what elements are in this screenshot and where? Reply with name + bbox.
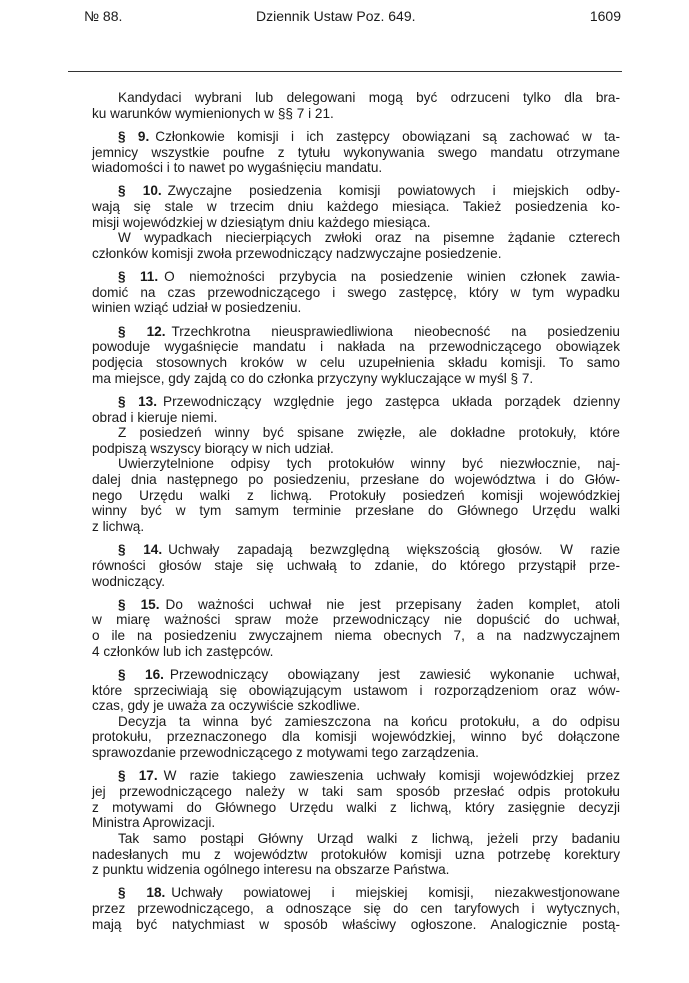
line-text: podpiszą wszyscy biorący w nich udział.	[92, 440, 334, 456]
text-line	[92, 324, 620, 340]
section	[92, 542, 620, 589]
text-line	[92, 394, 620, 410]
text-line	[92, 574, 620, 590]
text-line	[92, 145, 620, 161]
section	[92, 269, 620, 316]
paragraph	[92, 129, 620, 176]
text-line	[92, 199, 620, 215]
paragraph	[92, 831, 620, 878]
line-text: O niemożności przybycia na posiedzenie winien członek zawia-	[164, 269, 620, 285]
line-text: powoduje wygaśnięcie mandatu i nakłada na przewodniczącego obowiązek	[92, 339, 620, 355]
line-text: misji wojewódzkiej w dziesiątym dniu każdego miesiąca.	[92, 214, 431, 230]
paragraph	[92, 768, 620, 831]
paragraph	[92, 597, 620, 660]
text-line	[92, 558, 620, 574]
line-text: W wypadkach niecierpiących zwłoki oraz na pisemne żądanie czterech	[118, 230, 620, 246]
text-line	[92, 800, 620, 816]
line-text: Kandydaci wybrani lub delegowani mogą być odrzuceni tylko dla bra-	[118, 90, 620, 105]
issue-number: № 88.	[84, 8, 123, 24]
section	[92, 129, 620, 176]
paragraph	[92, 456, 620, 534]
text-line	[92, 215, 620, 231]
text-line	[92, 488, 620, 504]
section	[92, 667, 620, 761]
text-line	[92, 90, 620, 106]
text-line	[92, 831, 620, 847]
text-line	[92, 300, 620, 316]
line-text: członków komisji zwoła przewodniczący nadzwyczajne posiedzenie.	[92, 245, 502, 261]
text-line	[92, 246, 620, 262]
line-text: nego Urzędu walki z lichwą. Protokuły posiedzeń komisji wojewódzkiej	[92, 487, 620, 503]
line-text: Trzechkrotna nieusprawiedliwiona nieobecność na posiedzeniu	[171, 323, 620, 339]
text-line	[92, 597, 620, 613]
line-text: W razie takiego zawieszenia uchwały komisji wojewódzkiej przez	[163, 768, 620, 784]
paragraph	[92, 885, 620, 932]
text-line	[92, 628, 620, 644]
line-text: o ile na posiedzeniu zwyczajnem niema obecnych 7, a na nadzwyczajnem	[92, 628, 620, 644]
text-line	[92, 410, 620, 426]
text-line	[92, 745, 620, 761]
text-line	[92, 612, 620, 628]
section-number: § 13.	[118, 393, 158, 409]
text-line	[92, 339, 620, 355]
line-text: z lichwą.	[92, 518, 145, 534]
line-text: protokułu, przeznaczonego dla komisji wojewódzkiej, winno być dołączone	[92, 729, 620, 745]
line-text: nadesłanych mu z województw protokułów komisji uzna potrzebę korektury	[92, 846, 620, 862]
section-number: § 9.	[118, 128, 150, 144]
paragraph	[92, 230, 620, 261]
header-rule	[68, 71, 622, 72]
text-line	[92, 183, 620, 199]
paragraph	[92, 324, 620, 387]
running-header	[84, 8, 621, 28]
line-text: ma miejsce, gdy zajdą co do członka przyczyny wykluczające w myśl § 7.	[92, 370, 534, 386]
line-text: Przewodniczący obowiązany jest zawiesić wykonanie uchwał,	[169, 666, 620, 682]
page-number: 1609	[589, 8, 621, 24]
text-line	[92, 456, 620, 472]
text-line	[92, 230, 620, 246]
section	[92, 597, 620, 660]
line-text: przez przewodniczącego, a odnoszące się do cen taryfowych i wytycznych,	[92, 901, 620, 917]
line-text: Członkowie komisji i ich zastępcy obowiązani są zachować w ta-	[155, 128, 620, 144]
line-text: wają się stale w trzecim dniu każdego miesiąca. Takież posiedzenia ko-	[92, 199, 620, 215]
paragraph	[92, 714, 620, 761]
section-number: § 11.	[118, 269, 159, 285]
line-text: które sprzeciwiają się obowiązującym ustawom i rozporządzeniom oraz wów-	[92, 682, 620, 698]
line-text: Uchwały zapadają bezwzględną większością głosów. W razie	[168, 542, 621, 558]
section-number: § 10.	[118, 183, 162, 199]
line-text: Zwyczajne posiedzenia komisji powiatowych i miejskich odby-	[167, 183, 620, 199]
text-line	[92, 519, 620, 535]
line-text: obrad i kieruje niemi.	[92, 409, 218, 425]
line-text: jemnicy wszystkie poufne z tytułu wykonywania swego mandatu otrzymane	[92, 144, 620, 160]
line-text: mają być natychmiast w sposób właściwy ogłoszone. Analogicznie postą-	[92, 916, 620, 932]
line-text: jej przewodniczącego należy w taki sam sposób przesłać odpis protokułu	[92, 783, 620, 799]
section-number: § 17.	[118, 768, 158, 784]
line-text: Przewodniczący względnie jego zastępca układa porządek dzienny	[163, 393, 621, 409]
text-line	[92, 698, 620, 714]
line-text: wodniczący.	[92, 573, 166, 589]
text-line	[92, 160, 620, 176]
line-text: sprawozdanie przewodniczącego z motywami tego zarządzenia.	[92, 745, 479, 761]
paragraph	[92, 394, 620, 425]
text-line	[92, 503, 620, 519]
paragraph	[92, 425, 620, 456]
line-text: równości głosów staje się uchwałą to zdanie, do którego przystąpił prze-	[92, 557, 620, 573]
document-body	[92, 90, 620, 932]
paragraph	[92, 269, 620, 316]
text-line	[92, 885, 620, 901]
section-number: § 15.	[118, 596, 160, 612]
section	[92, 183, 620, 261]
line-text: ku warunków wymienionych w §§ 7 i 21.	[92, 105, 334, 121]
line-text: Do ważności uchwał nie jest przepisany żaden komplet, atoli	[165, 596, 621, 612]
text-line	[92, 917, 620, 933]
text-line	[92, 441, 620, 457]
text-line	[92, 667, 620, 683]
line-text: dalej dnia następnego po posiedzeniu, przesłane do województwa i do Głów-	[92, 472, 620, 488]
line-text: w miarę ważności spraw może przewodniczący nie dopuścić do uchwał,	[92, 612, 620, 628]
text-line	[92, 729, 620, 745]
text-line	[92, 901, 620, 917]
line-text: domić na czas przewodniczącego i swego zastępcę, który w tym wypadku	[92, 284, 620, 300]
paragraph	[92, 667, 620, 714]
text-line	[92, 129, 620, 145]
line-text: Uwierzytelnione odpisy tych protokułów winny być niezwłocznie, naj-	[118, 456, 620, 472]
text-line	[92, 542, 620, 558]
line-text: winny być w tym samym terminie przesłane do Głównego Urzędu walki	[92, 503, 620, 519]
text-line	[92, 644, 620, 660]
text-line	[92, 768, 620, 784]
text-line	[92, 269, 620, 285]
line-text: Tak samo postąpi Główny Urząd walki z lichwą, jeżeli przy badaniu	[118, 830, 620, 846]
line-text: 4 członków lub ich zastępców.	[92, 643, 274, 659]
section-number: § 12.	[118, 323, 166, 339]
section-number: § 14.	[118, 542, 163, 558]
section	[92, 768, 620, 877]
section	[92, 394, 620, 535]
text-line	[92, 355, 620, 371]
line-text: podjęcia stosownych kroków w celu uzupełnienia składu komisji. To samo	[92, 354, 620, 370]
text-line	[92, 847, 620, 863]
line-text: z punktu widzenia ogólnego interesu na obszarze Państwa.	[92, 862, 450, 878]
paragraph	[92, 183, 620, 230]
text-line	[92, 714, 620, 730]
line-text: Uchwały powiatowej i miejskiej komisji, niezakwestjonowane	[171, 885, 620, 901]
line-text: Decyzja ta winna być zamieszczona na końcu protokułu, a do odpisu	[118, 713, 620, 729]
paragraph	[92, 90, 620, 121]
line-text: winien wziąć udział w posiedzeniu.	[92, 300, 302, 316]
text-line	[92, 862, 620, 878]
line-text: z motywami do Głównego Urzędu walki z lichwą, który zasięgnie decyzji	[92, 799, 620, 815]
text-line	[92, 784, 620, 800]
text-line	[92, 815, 620, 831]
text-line	[92, 106, 620, 122]
section	[92, 90, 620, 121]
text-line	[92, 472, 620, 488]
journal-title: Dziennik Ustaw Poz. 649.	[256, 8, 416, 24]
section	[92, 885, 620, 932]
text-line	[92, 425, 620, 441]
text-line	[92, 285, 620, 301]
section-number: § 16.	[118, 666, 164, 682]
line-text: Ministra Aprowizacji.	[92, 815, 216, 831]
section	[92, 324, 620, 387]
text-line	[92, 371, 620, 387]
line-text: wiadomości i to nawet po wygaśnięciu mandatu.	[92, 160, 383, 176]
text-line	[92, 683, 620, 699]
section-number: § 18.	[118, 885, 166, 901]
line-text: czas, gdy je uważa za oczywiście szkodliwe.	[92, 698, 361, 714]
paragraph	[92, 542, 620, 589]
line-text: Z posiedzeń winny być spisane zwięzłe, ale dokładne protokuły, które	[118, 425, 620, 441]
